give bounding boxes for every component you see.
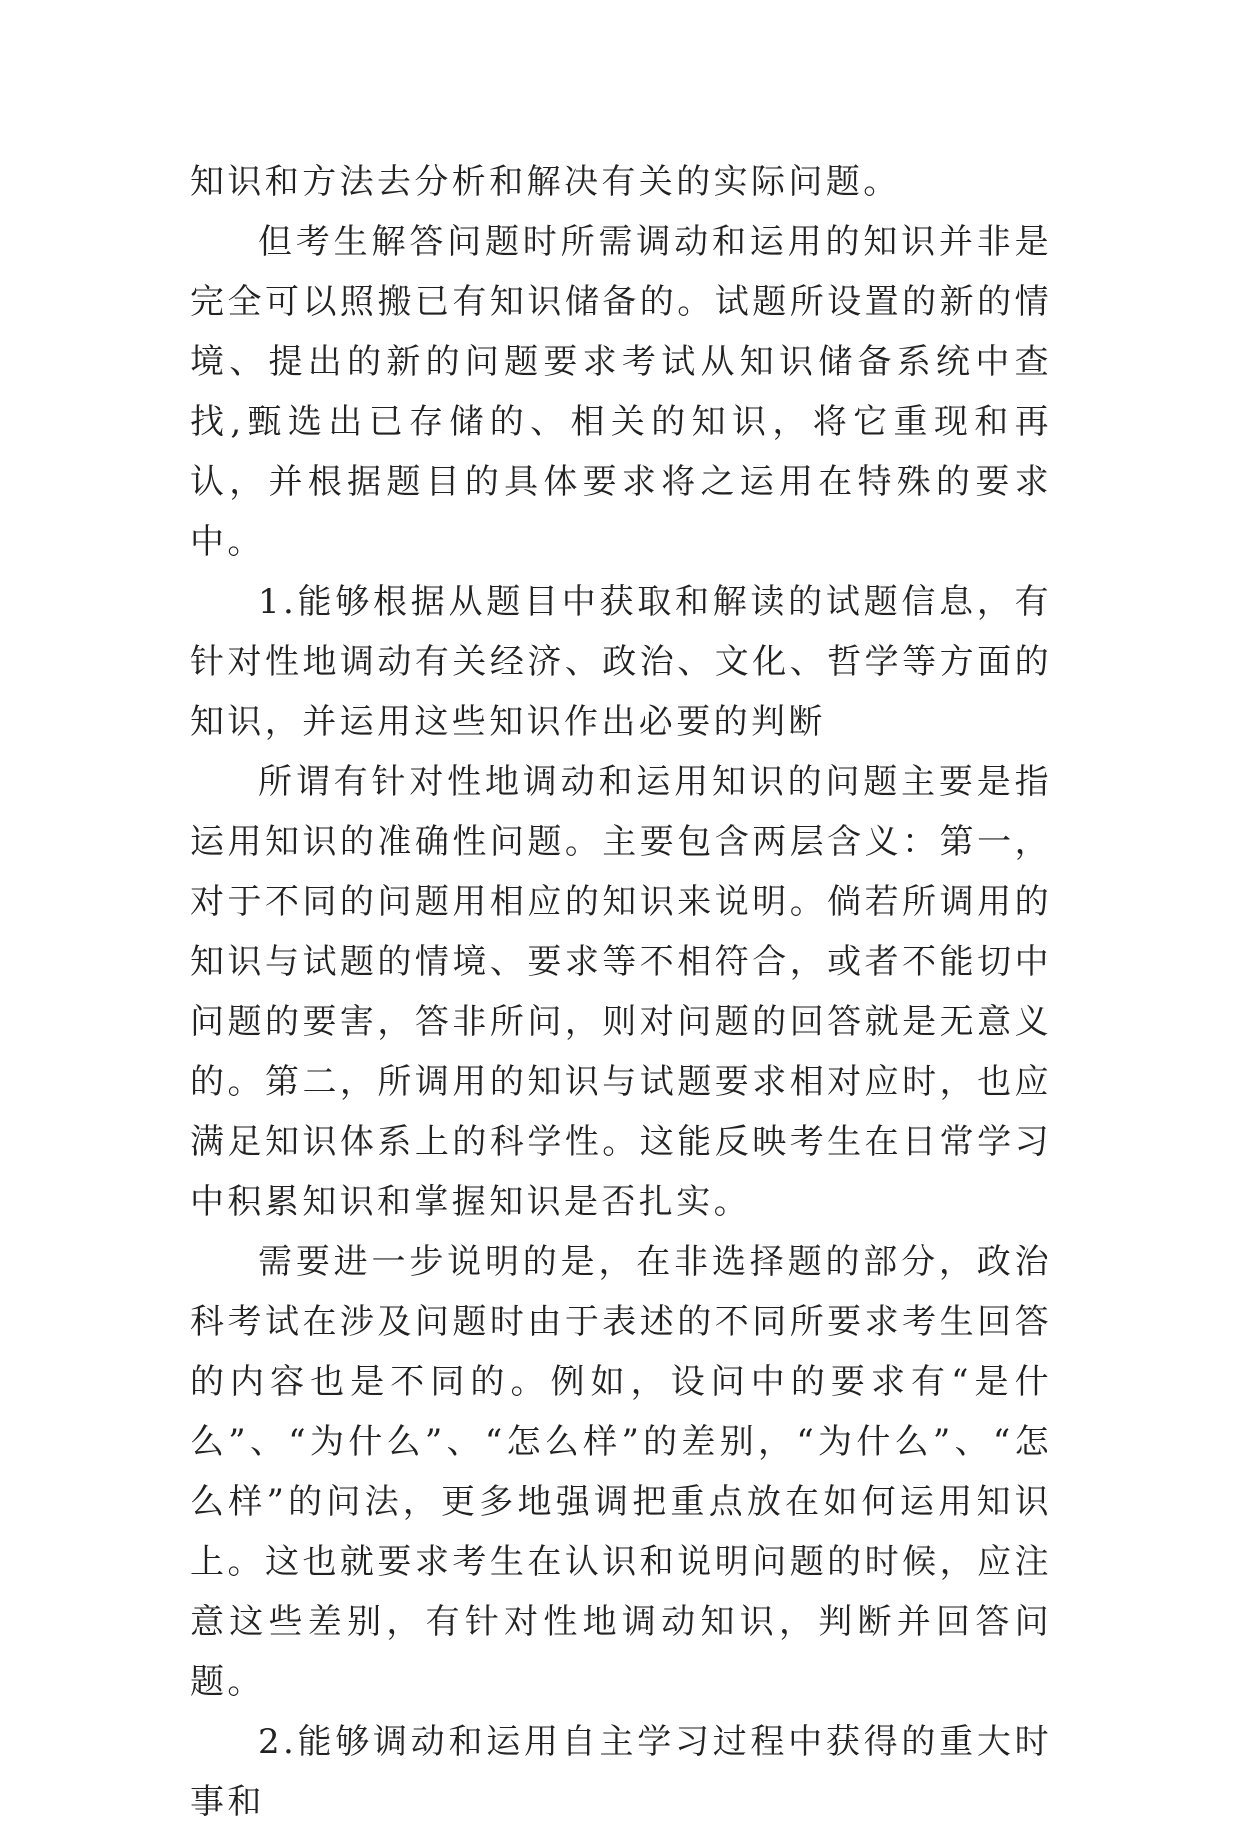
body-text bbox=[190, 152, 1052, 1832]
paragraph-point-1: 1.能够根据从题目中获取和解读的试题信息，有针对性地调动有关经济、政治、文化、哲学等方面的知识，并运用这些知识作出必要的判断 bbox=[190, 582, 1052, 742]
paragraph-continuation: 知识和方法去分析和解决有关的实际问题。 bbox=[190, 162, 901, 202]
paragraph-further-explanation: 需要进一步说明的是，在非选择题的部分，政治科考试在涉及问题时由于表述的不同所要求考生回答的内容也是不同的。例如，设问中的要求有“是什么”、“为什么”、“怎么样”的差别，“为什么”、“怎么样”的问法，更多地强调把重点放在如何运用知识上。这也就要求考生在认识和说明问题的时候，应注意这些差别，有针对性地调动知识，判断并回答问题。 bbox=[190, 1242, 1052, 1702]
paragraph-knowledge-recall: 但考生解答问题时所需调动和运用的知识并非是完全可以照搬已有知识储备的。试题所设置的新的情境、提出的新的问题要求考试从知识储备系统中查找,甄选出已存储的、相关的知识，将它重现和再认，并根据题目的具体要求将之运用在特殊的要求中。 bbox=[190, 222, 1052, 562]
paragraph-point-2: 2.能够调动和运用自主学习过程中获得的重大时事和 bbox=[190, 1722, 1052, 1822]
paragraph-accuracy: 所谓有针对性地调动和运用知识的问题主要是指运用知识的准确性问题。主要包含两层含义：第一，对于不同的问题用相应的知识来说明。倘若所调用的知识与试题的情境、要求等不相符合，或者不能切中问题的要害，答非所问，则对问题的回答就是无意义的。第二，所调用的知识与试题要求相对应时，也应满足知识体系上的科学性。这能反映考生在日常学习中积累知识和掌握知识是否扎实。 bbox=[190, 762, 1052, 1222]
